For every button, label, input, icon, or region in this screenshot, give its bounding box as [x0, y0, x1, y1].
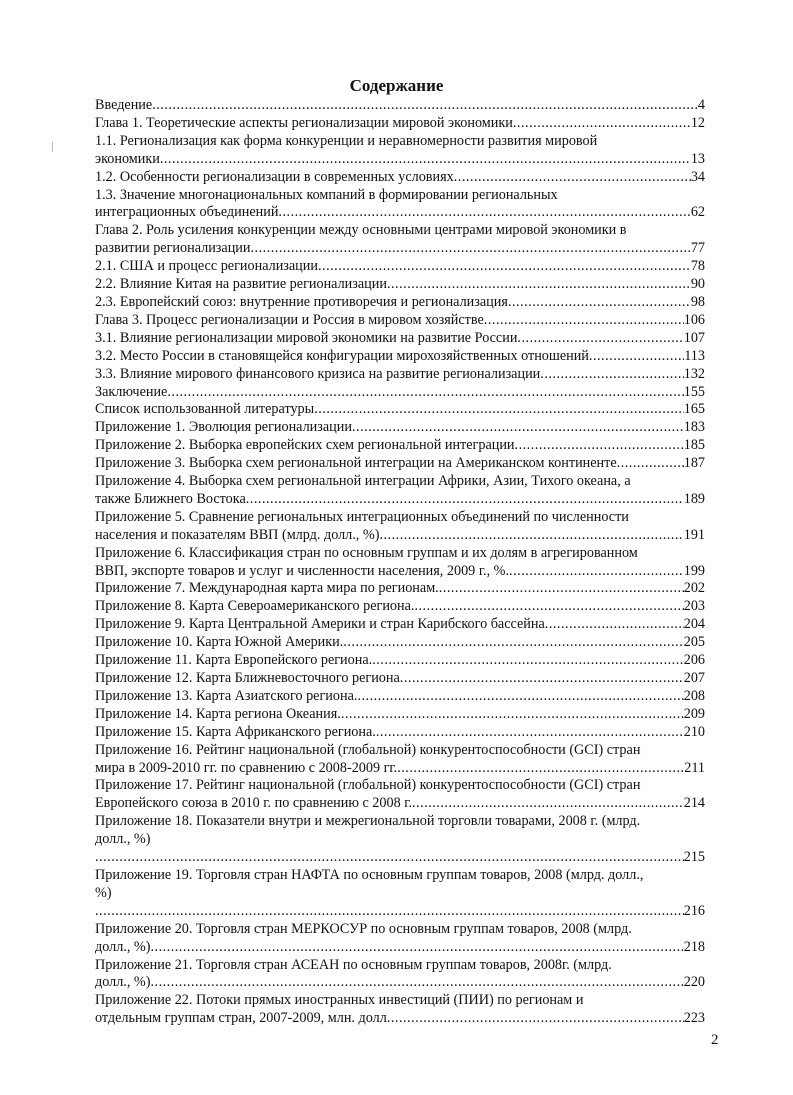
toc-entry-title: населения и показателям ВВП (млрд. долл., %)	[95, 526, 380, 543]
toc-entry-page: 165	[683, 401, 705, 418]
toc-entry	[95, 348, 705, 366]
toc-entry	[95, 509, 705, 545]
toc-entry	[95, 276, 705, 294]
toc-entry	[95, 652, 705, 670]
toc-entry-page: 77	[690, 240, 705, 257]
leader-dots	[357, 688, 683, 706]
toc-entry-page: 203	[683, 598, 705, 615]
toc-entry	[95, 437, 705, 455]
toc-entry	[95, 384, 705, 402]
toc-entry-page: 223	[683, 1010, 705, 1027]
leader-dots	[387, 276, 691, 294]
toc-entry-title: Глава 1. Теоретические аспекты регионализации мировой экономики	[95, 114, 513, 131]
toc-entry-text: Глава 2. Роль усиления конкуренции между основными центрами мировой экономики в	[95, 222, 627, 239]
toc-entry-text: Приложение 18. Показатели внутри и межрегиональной торговли товарами, 2008 г. (млрд.	[95, 813, 641, 830]
toc-entry-page: 183	[683, 419, 705, 436]
toc-entry-text: Приложение 22. Потоки прямых иностранных инвестиций (ПИИ) по регионам и	[95, 992, 584, 1009]
toc-entry-title: ВВП, экспорте товаров и услуг и численности населения, 2009 г., %.	[95, 562, 510, 579]
toc-entry	[95, 616, 705, 634]
toc-entry	[95, 187, 705, 223]
toc-entry	[95, 312, 705, 330]
toc-entry-text: Приложение 17. Рейтинг национальной (глобальной) конкурентоспособности (GCI) стран	[95, 777, 641, 794]
leader-dots	[414, 598, 683, 616]
toc-entry	[95, 115, 705, 133]
toc-entry-page: 4	[697, 97, 705, 113]
toc-entry	[95, 258, 705, 276]
toc-entry	[95, 473, 705, 509]
toc-entry	[95, 742, 705, 778]
toc-entry	[95, 598, 705, 616]
leader-dots	[509, 563, 684, 581]
toc-entry	[95, 992, 705, 1028]
toc-entry-page: 211	[684, 759, 705, 776]
toc-entry	[95, 222, 705, 258]
toc-entry	[95, 634, 705, 652]
toc-entry-page: 187	[683, 455, 705, 472]
toc-entry-title: 3.1. Влияние регионализации мировой экономики на развитие России	[95, 329, 518, 346]
leader-dots	[376, 724, 684, 742]
toc-entry-title: 1.2. Особенности регионализации в современных условиях	[95, 168, 454, 185]
page-number: 2	[711, 1032, 719, 1048]
toc-entry-text: Приложение 5. Сравнение региональных интеграционных объединений по численности	[95, 508, 629, 525]
toc-entry	[95, 401, 705, 419]
leader-dots	[484, 312, 684, 330]
leader-dots	[508, 294, 691, 312]
leader-dots	[540, 366, 683, 384]
leader-dots	[95, 903, 684, 921]
leader-dots	[387, 1010, 684, 1028]
leader-dots	[152, 97, 698, 115]
toc-entry-page: 132	[683, 365, 705, 382]
toc-entry-text: Приложение 16. Рейтинг национальной (глобальной) конкурентоспособности (GCI) стран	[95, 741, 641, 758]
toc-entry	[95, 957, 705, 993]
toc-entry-page: 206	[683, 652, 705, 669]
toc-entry-title: мира в 2009-2010 гг. по сравнению с 2008-2009 гг.	[95, 759, 398, 776]
toc-entry-page: 199	[683, 562, 705, 579]
page-title: Содержание	[349, 76, 444, 95]
toc-entry	[95, 670, 705, 688]
toc-entry-title: 2.2. Влияние Китая на развитие регионализации	[95, 276, 387, 293]
toc-entry-title: 3.2. Место России в становящейся конфигурации мирохозяйственных отношений	[95, 347, 589, 364]
leader-dots	[150, 974, 683, 992]
toc-entry-title: Приложение 3. Выборка схем региональной интеграции на Американском континенте	[95, 455, 617, 472]
toc-entry	[95, 545, 705, 581]
toc-entry-title: развитии регионализации	[95, 240, 251, 257]
toc-entry-page: 98	[690, 293, 705, 310]
leader-dots	[314, 401, 684, 419]
leader-dots	[545, 616, 684, 634]
toc-entry-text: Приложение 4. Выборка схем региональной интеграции Африки, Азии, Тихого океана, а	[95, 473, 631, 490]
toc-entry-page: 209	[683, 705, 705, 722]
toc-entry	[95, 366, 705, 384]
toc-entry-title: 3.3. Влияние мирового финансового кризиса на развитие регионализации	[95, 365, 541, 382]
toc-entry-page: 202	[683, 580, 705, 597]
toc-entry-page: 90	[690, 276, 705, 293]
toc-entry-page: 218	[683, 938, 705, 955]
toc-entry-page: 205	[683, 634, 705, 651]
leader-dots	[513, 115, 691, 133]
toc-entry-title: Приложение 11. Карта Европейского региона.	[95, 652, 373, 669]
toc-entry	[95, 330, 705, 348]
toc-entry-title: Список использованной литературы	[95, 401, 315, 418]
toc-entry-page: 208	[683, 687, 705, 704]
leader-dots	[246, 491, 684, 509]
toc-entry-title: Приложение 8. Карта Североамериканского региона.	[95, 598, 415, 615]
toc-entry	[95, 813, 705, 867]
toc-entry	[95, 867, 705, 921]
leader-dots	[343, 634, 683, 652]
toc-entry-page: 34	[690, 168, 705, 185]
toc-entry-title: интеграционных объединений	[95, 204, 279, 221]
leader-dots	[150, 939, 683, 957]
toc-entry-text: Приложение 20. Торговля стран МЕРКОСУР по основным группам товаров, 2008 (млрд.	[95, 920, 632, 937]
toc-entry-page: 191	[683, 526, 705, 543]
toc-entry-page: 216	[683, 902, 705, 919]
toc-entry-page: 107	[683, 329, 705, 346]
leader-dots	[372, 652, 684, 670]
leader-dots	[617, 455, 684, 473]
toc-entry-page: 185	[683, 437, 705, 454]
toc-entry	[95, 294, 705, 312]
toc-entry-page: 113	[684, 347, 705, 364]
toc-entry-title: Приложение 13. Карта Азиатского региона.	[95, 687, 358, 704]
leader-dots	[397, 760, 684, 778]
toc-entry-title: Заключение	[95, 383, 168, 400]
leader-dots	[160, 151, 691, 169]
leader-dots	[341, 706, 684, 724]
toc-entry	[95, 455, 705, 473]
toc-entry-title: Приложение 10. Карта Южной Америки.	[95, 634, 344, 651]
toc-entry-page: 215	[683, 849, 705, 866]
leader-dots	[515, 437, 684, 455]
toc-entry-page: 78	[690, 258, 705, 275]
toc-entry-page: 155	[683, 383, 705, 400]
toc-entry-title: Приложение 2. Выборка европейских схем региональной интеграции	[95, 437, 515, 454]
toc-entry-page: 62	[690, 204, 705, 221]
toc-entry-title: Приложение 14. Карта региона Океания.	[95, 705, 341, 722]
toc-entry-page: 207	[683, 670, 705, 686]
toc-entry-page: 106	[683, 311, 705, 328]
leader-dots	[517, 330, 683, 348]
toc-entry-page: 214	[683, 795, 705, 812]
toc-entry-page: 13	[690, 150, 705, 167]
toc-entry	[95, 921, 705, 957]
toc-entry-text: Приложение 6. Классификация стран по основным группам и их долям в агрегированном	[95, 544, 638, 561]
leader-dots	[167, 384, 683, 402]
toc-entry-page: 12	[690, 114, 705, 131]
toc-entry-text: долл., %)	[95, 831, 151, 848]
leader-dots	[589, 348, 684, 366]
toc-entry	[95, 419, 705, 437]
toc-entry-title: также Ближнего Востока	[95, 490, 246, 507]
leader-dots	[250, 240, 690, 258]
toc-entry-title: Приложение 15. Карта Африканского региона.	[95, 723, 376, 740]
toc-entry-text: Приложение 21. Торговля стран АСЕАН по основным группам товаров, 2008г. (млрд.	[95, 956, 612, 973]
toc-entry-title: Приложение 9. Карта Центральной Америки и стран Карибского бассейна	[95, 616, 545, 633]
leader-dots	[400, 670, 684, 688]
toc-entry	[95, 706, 705, 724]
toc-entry	[95, 580, 705, 598]
toc-entry-title: долл., %)	[95, 938, 151, 955]
toc-entry-title: Приложение 7. Международная карта мира по регионам.	[95, 580, 439, 597]
toc-entry	[95, 133, 705, 169]
toc-entry-text: 1.3. Значение многонациональных компаний в формировании региональных	[95, 186, 558, 203]
leader-dots	[95, 849, 684, 867]
toc-entry-text: Приложение 19. Торговля стран НАФТА по основным группам товаров, 2008 (млрд. долл.,	[95, 866, 644, 883]
toc-entry-title: Европейского союза в 2010 г. по сравнению с 2008 г.	[95, 795, 412, 812]
toc-entry-title: 2.3. Европейский союз: внутренние противоречия и регионализация	[95, 293, 508, 310]
toc-entry	[95, 777, 705, 813]
leader-dots	[454, 169, 691, 187]
toc-entry-title: Приложение 12. Карта Ближневосточного региона	[95, 670, 400, 686]
toc-entry-page: 204	[683, 616, 705, 633]
toc-entry-title: 2.1. США и процесс регионализации	[95, 258, 318, 275]
toc-entry-title: долл., %)	[95, 974, 151, 991]
toc-entry-title: Глава 3. Процесс регионализации и Россия в мировом хозяйстве	[95, 311, 484, 328]
leader-dots	[379, 527, 683, 545]
toc-entry	[95, 724, 705, 742]
toc-entry-title: отдельным группам стран, 2007-2009, млн. долл	[95, 1010, 387, 1027]
toc-entry	[95, 169, 705, 187]
leader-dots	[352, 419, 684, 437]
toc-entry-text: %)	[95, 884, 112, 901]
toc-entry-title: Приложение 1. Эволюция регионализации	[95, 419, 352, 436]
toc-entry-page: 220	[683, 974, 705, 991]
toc-entry	[95, 97, 705, 115]
toc-entry-page: 210	[683, 723, 705, 740]
toc-entry-title: экономики	[95, 150, 160, 167]
leader-dots	[412, 795, 684, 813]
toc-entry-page: 189	[683, 490, 705, 507]
table-of-contents	[95, 97, 705, 1028]
toc-entry-title: Введение	[95, 97, 153, 113]
toc-entry	[95, 688, 705, 706]
toc-entry-text: 1.1. Регионализация как форма конкуренции и неравномерности развития мировой	[95, 132, 598, 149]
scan-mark	[52, 142, 53, 152]
leader-dots	[439, 580, 684, 598]
leader-dots	[318, 258, 691, 276]
leader-dots	[278, 204, 690, 222]
